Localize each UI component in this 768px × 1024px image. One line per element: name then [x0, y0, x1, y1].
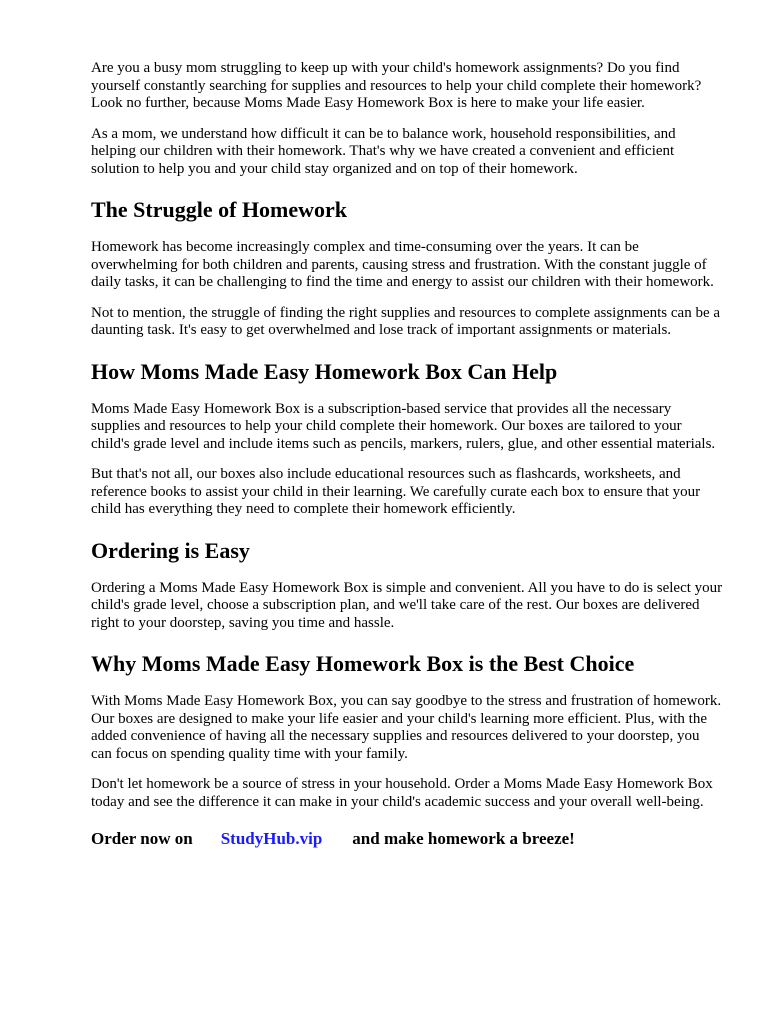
studyhub-link[interactable]: StudyHub.vip [220, 829, 323, 848]
best-choice-paragraph-2: Don't let homework be a source of stress in your household. Order a Moms Made Easy Homework Box today and see the difference it can make in your child's academic success and your overall well-being. [91, 776, 713, 810]
cta-suffix: and make homework a breeze! [352, 829, 575, 848]
best-choice-paragraph-1: With Moms Made Easy Homework Box, you can say goodbye to the stress and frustration of homework. Our boxes are designed to make your life easier and your child's learning more efficient. Plus, with the added convenience of having all the necessary supplies and resources delivered to your doorstep, you can focus on spending quality time with your family. [91, 693, 722, 762]
intro-paragraph-1: Are you a busy mom struggling to keep up with your child's homework assignments? Do you find yourself constantly searching for supplies and resources to help your child complete their homework? Look no further, because Moms Made Easy Homework Box is here to make your life easier. [91, 60, 702, 111]
section-heading-best-choice: Why Moms Made Easy Homework Box is the Best Choice [91, 651, 635, 676]
struggle-paragraph-2: Not to mention, the struggle of finding the right supplies and resources to complete assignments can be a daunting task. It's easy to get overwhelmed and lose track of important assignments or materials. [91, 304, 721, 338]
section-heading-struggle: The Struggle of Homework [91, 197, 348, 222]
section-heading-ordering: Ordering is Easy [91, 537, 250, 563]
help-paragraph-1: Moms Made Easy Homework Box is a subscription-based service that provides all the necessary supplies and resources to help your child complete their homework. Our boxes are tailored to your child's grade level and include items such as pencils, markers, rulers, glue, and other essential materials. [91, 400, 716, 452]
struggle-paragraph-1: Homework has become increasingly complex and time-consuming over the years. It can be overwhelming for both children and parents, causing stress and frustration. With the constant juggle of daily tasks, it can be challenging to find the time and energy to assist our children with their homework. [91, 239, 714, 290]
help-paragraph-2: But that's not all, our boxes also include educational resources such as flashcards, worksheets, and reference books to assist your child in their learning. We carefully curate each box to ensure that your child has everything they need to complete their homework efficiently. [91, 466, 701, 517]
cta-prefix: Order now on [91, 829, 193, 848]
section-heading-how-it-helps: How Moms Made Easy Homework Box Can Help [91, 358, 558, 384]
order-call-to-action [91, 829, 723, 849]
intro-paragraph-2: As a mom, we understand how difficult it can be to balance work, household responsibilities, and helping our children with their homework. That's why we have created a convenient and efficient solution to help you and your child stay organized and on top of their homework. [91, 125, 676, 177]
document-page [91, 60, 723, 849]
ordering-paragraph-1: Ordering a Moms Made Easy Homework Box is simple and convenient. All you have to do is select your child's grade level, choose a subscription plan, and we'll take care of the rest. Our boxes are delivered right to your doorstep, saving you time and hassle. [91, 579, 723, 631]
